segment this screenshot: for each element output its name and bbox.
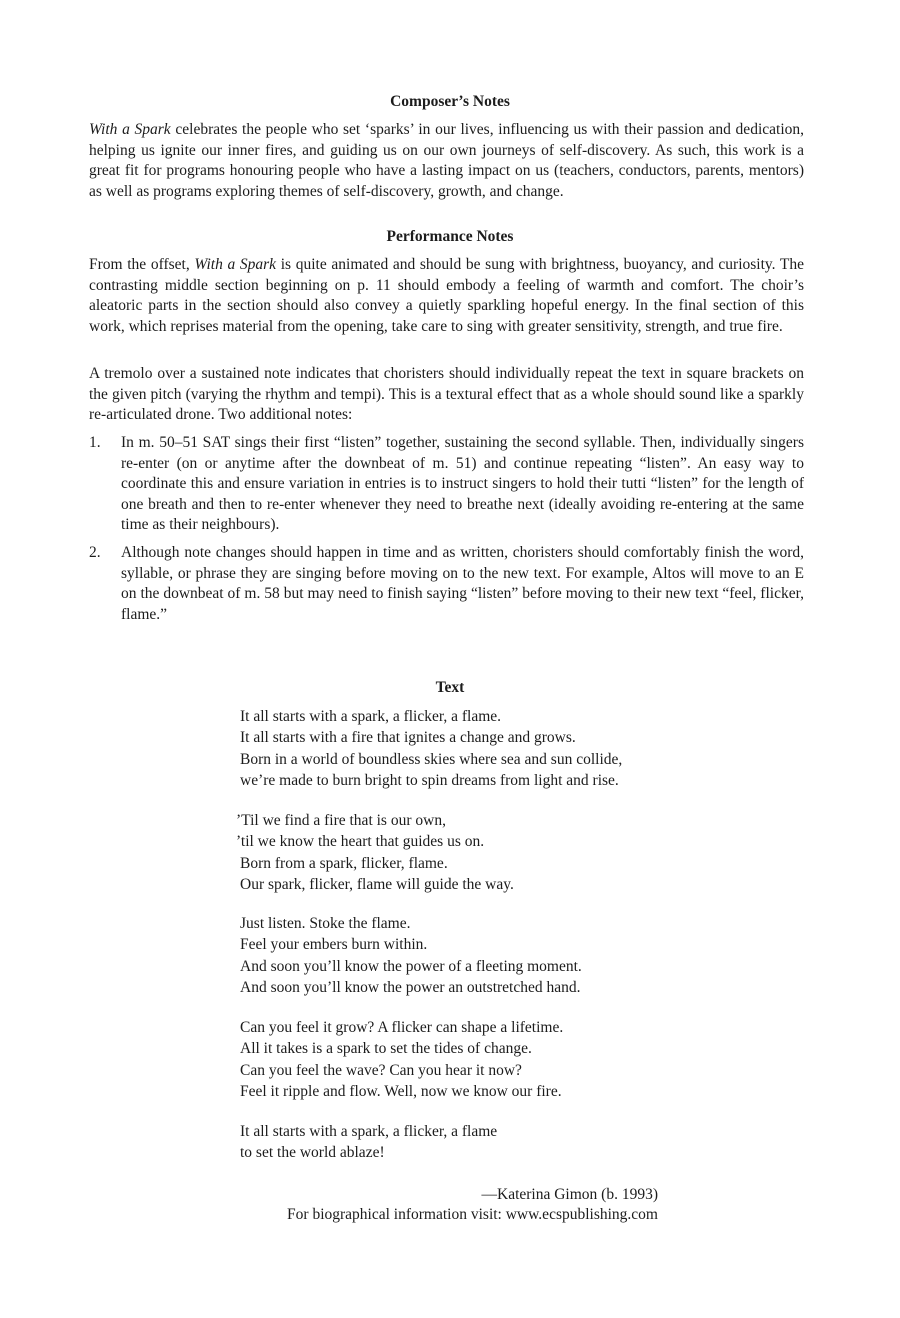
performance-notes-paragraph-2: A tremolo over a sustained note indicates that choristers should individually repeat the text in square brackets on the given pitch (varying the rhythm and tempi). This is a textural effect that as a whole should sound like a sparkly re-articulated drone. Two additional notes: xyxy=(89,365,804,424)
text-heading: Text xyxy=(435,679,465,696)
list-item-text: Although note changes should happen in time and as written, choristers should comfortably finish the word, syllable, or phrase they are singing before moving on to the new text. For example, Altos will move to an E on the downbeat of m. 58 but may need to finish saying “listen” before moving to their new text “feel, flicker, flame.” xyxy=(121,544,804,623)
stanza-4 xyxy=(240,1017,720,1102)
author-credit: —Katerina Gimon (b. 1993) xyxy=(481,1186,658,1203)
list-item xyxy=(89,433,804,536)
lyric-line: Born from a spark, flicker, flame. xyxy=(240,854,448,872)
lyric-line: Feel it ripple and flow. Well, now we know our fire. xyxy=(240,1082,562,1100)
lyric-line: It all starts with a spark, a flicker, a flame xyxy=(240,1123,498,1140)
lyric-line: Just listen. Stoke the flame. xyxy=(240,915,411,932)
composers-notes-text: celebrates the people who set ‘sparks’ in our lives, influencing us with their passion and dedication, helping us ignite our inner fires, and guiding us on our own journeys of self-discovery. As such, this work is a great fit for programs honouring people who have a lasting impact on us (teachers, conductors, parents, mentors) as well as programs exploring themes of self-discovery, growth, and change. xyxy=(89,121,804,200)
performance-notes-paragraph-1 xyxy=(89,255,804,337)
attribution xyxy=(200,1185,658,1224)
lyric-line: It all starts with a fire that ignites a change and grows. xyxy=(240,729,576,747)
list-item-number: 1. xyxy=(89,434,101,451)
work-title: With a Spark xyxy=(89,121,171,138)
stanza-3 xyxy=(240,913,720,998)
lyric-line: Can you feel it grow? A flicker can shape a lifetime. xyxy=(240,1019,564,1036)
list-item xyxy=(89,543,804,625)
lyric-line: we’re made to burn bright to spin dreams from light and rise. xyxy=(240,771,619,789)
list-item-number: 2. xyxy=(89,544,101,561)
bio-note: For biographical information visit: www.ecspublishing.com xyxy=(287,1205,658,1223)
lyric-line: Our spark, flicker, flame will guide the way. xyxy=(240,875,514,893)
stanza-2 xyxy=(236,810,720,895)
lyric-line: to set the world ablaze! xyxy=(240,1144,385,1162)
lyric-line: It all starts with a spark, a flicker, a flame. xyxy=(240,708,502,725)
stanza-1 xyxy=(240,706,720,791)
composers-notes-paragraph xyxy=(89,120,804,202)
lyric-line: ’Til we find a fire that is our own, xyxy=(236,812,446,829)
work-title: With a Spark xyxy=(194,256,277,273)
p1-text: is quite animated and should be sung with brightness, buoyancy, and curiosity. The contrasting middle section beginning on p. 11 should embody a feeling of warmth and comfort. The choir’s aleatoric parts in the section should also convey a quietly sparkling hopeful energy. In the final section of this work, which reprises material from the opening, take care to sing with greater sensitivity, strength, and true fire. xyxy=(89,256,805,335)
lyric-line: All it takes is a spark to set the tides of change. xyxy=(240,1040,532,1058)
lyric-line: ’til we know the heart that guides us on. xyxy=(236,833,485,851)
lyric-line: And soon you’ll know the power an outstretched hand. xyxy=(240,978,581,996)
lyric-line: Born in a world of boundless skies where sea and sun collide, xyxy=(240,750,623,768)
lyric-line: Can you feel the wave? Can you hear it now? xyxy=(240,1061,522,1079)
composers-notes-heading: Composer’s Notes xyxy=(390,93,510,110)
performance-notes-heading: Performance Notes xyxy=(386,228,514,245)
list-item-text: In m. 50–51 SAT sings their first “listen” together, sustaining the second syllable. Then, individually singers re-enter (on or anytime after the downbeat of m. 51) and continue repeating “listen”. An easy way to coordinate this and ensure variation in entries is to instruct singers to hold their tutti “listen” for the length of one breath and then to re-enter whenever they need to breathe next (ideally avoiding re-entering at the same time as their neighbours). xyxy=(121,434,804,534)
lyric-line: And soon you’ll know the power of a fleeting moment. xyxy=(240,957,582,975)
p1-intro: From the offset, xyxy=(89,256,190,273)
stanza-5 xyxy=(240,1121,720,1164)
lyric-line: Feel your embers burn within. xyxy=(240,936,428,954)
